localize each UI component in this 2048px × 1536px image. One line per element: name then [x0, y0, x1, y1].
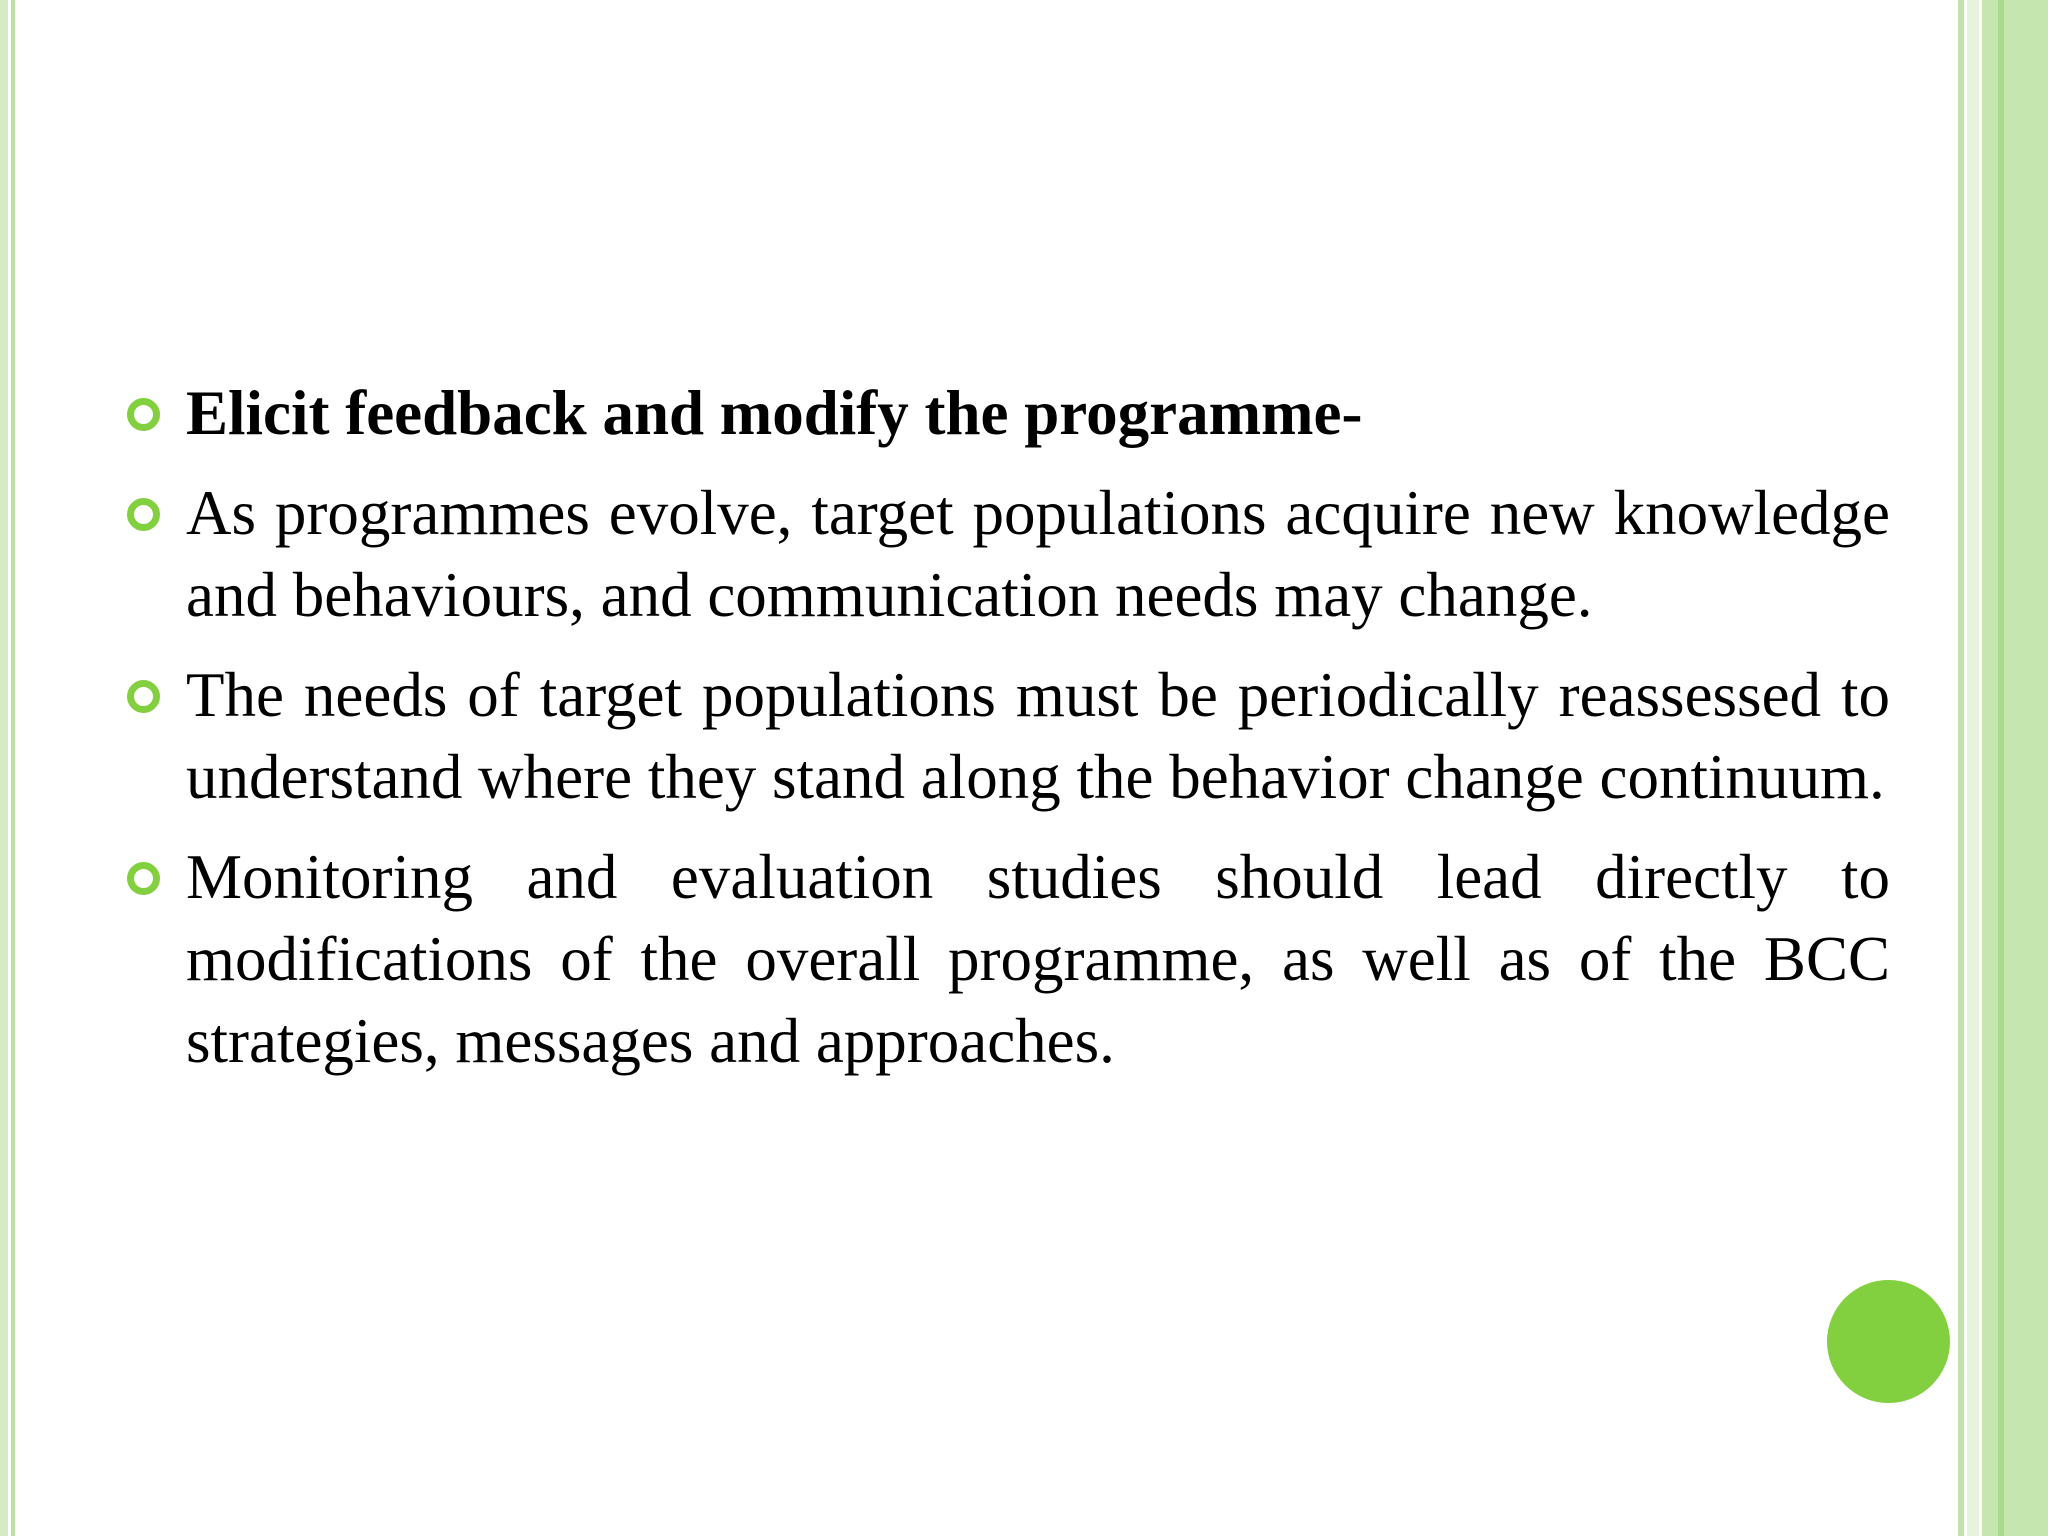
green-circle-decoration [1827, 1280, 1950, 1403]
bullet-text: As programmes evolve, target populations acquire new knowledge and behaviours, and communication needs may change. [186, 478, 1890, 630]
left-border-stripe-inner [11, 0, 15, 1536]
bullet-item [120, 372, 1890, 454]
bullet-text: The needs of target populations must be periodically reassessed to understand where they stand along the behavior change continuum. [186, 660, 1890, 812]
bullet-item [120, 836, 1890, 1082]
right-border-stripe [1982, 0, 1998, 1536]
right-border-stripe [1967, 0, 1979, 1536]
ring-bullet-icon [127, 498, 160, 531]
slide-body [120, 372, 1890, 1082]
left-border-stripe [0, 0, 8, 1536]
bullet-item [120, 654, 1890, 818]
ring-bullet-icon [127, 862, 160, 895]
ring-bullet-icon [127, 680, 160, 713]
right-border-stripe [1958, 0, 1964, 1536]
ring-bullet-icon [127, 398, 160, 431]
bullet-item [120, 472, 1890, 636]
bullet-text: Elicit feedback and modify the programme- [186, 378, 1363, 448]
bullet-text: Monitoring and evaluation studies should lead directly to modifications of the overall programme, as well as of the BCC strategies, messages and approaches. [186, 842, 1890, 1076]
right-border-stripe [2004, 0, 2048, 1536]
